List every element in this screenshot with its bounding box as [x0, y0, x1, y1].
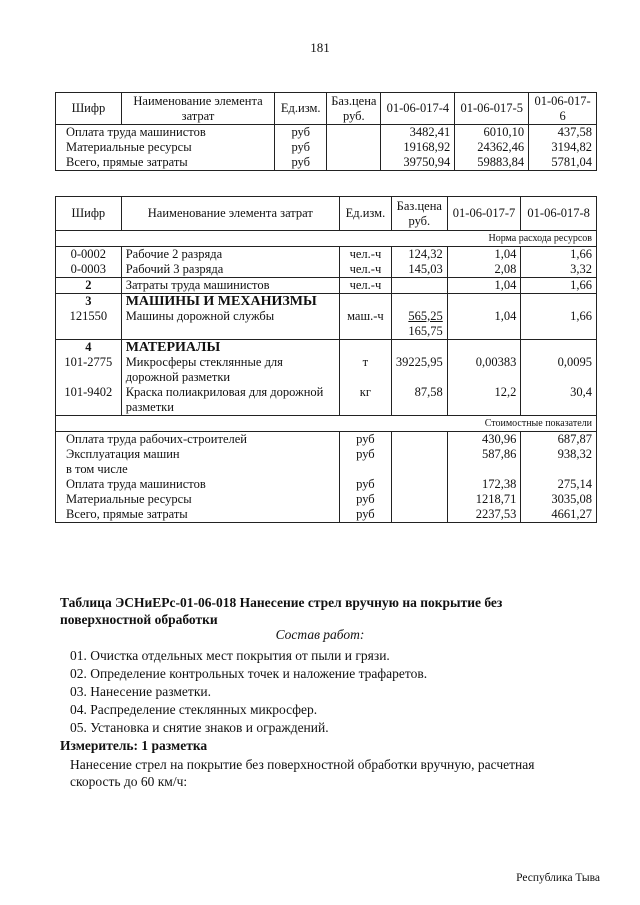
table-row: 0-0003 Рабочий 3 разряда чел.-ч 145,03 2,08 3,32 [56, 262, 597, 278]
header-unit: Ед.изм. [339, 197, 391, 231]
section-row: 4 МАТЕРИАЛЫ [56, 340, 597, 356]
cost-label: Стоимостные показатели [56, 416, 597, 432]
table-row: Эксплуатация машин руб 587,86 938,32 [56, 447, 597, 462]
section-row: 3 МАШИНЫ И МЕХАНИЗМЫ [56, 294, 597, 310]
page-number: 181 [310, 40, 330, 55]
description: Нанесение стрел на покрытие без поверхностной обработки вручную, расчетная скорость до 60 км/ч: [70, 757, 535, 789]
table-row: 2 Затраты труда машинистов чел.-ч 1,04 1,66 [56, 278, 597, 294]
table-row: 101-2775 Микросферы стеклянные для дорожной разметки т 39225,95 0,00383 0,0095 [56, 355, 597, 385]
table-row: Материальные ресурсы руб 19168,92 24362,46 3194,82 [56, 140, 597, 155]
norm-label: Норма расхода ресурсов [56, 231, 597, 247]
table-row: в том числе [56, 462, 597, 477]
section-title: Таблица ЭСНиЕРс-01-06-018 Нанесение стрел вручную на покрытие без поверхностной обработки [60, 595, 503, 627]
header-price: Баз.цена руб. [327, 93, 381, 125]
table-row: 101-9402 Краска полиакриловая для дорожной разметки кг 87,58 12,2 30,4 [56, 385, 597, 416]
table-row: Оплата труда машинистов руб 172,38 275,14 [56, 477, 597, 492]
list-item: 05. Установка и снятие знаков и ограждений. [70, 720, 329, 735]
header-col-1: 01-06-017-4 [381, 93, 455, 125]
header-name: Наименование элемента затрат [121, 197, 339, 231]
table-row: Материальные ресурсы руб 1218,71 3035,08 [56, 492, 597, 507]
header-unit: Ед.изм. [275, 93, 327, 125]
table-row: Оплата труда рабочих-строителей руб 430,96 687,87 [56, 432, 597, 448]
table-row: 0-0002 Рабочие 2 разряда чел.-ч 124,32 1,04 1,66 [56, 247, 597, 263]
cost-table-1 [55, 92, 597, 171]
table-row: Всего, прямые затраты руб 2237,53 4661,27 [56, 507, 597, 523]
table-row: Всего, прямые затраты руб 39750,94 59883,84 5781,04 [56, 155, 597, 171]
header-price: Баз.цена руб. [391, 197, 447, 231]
table-row: Оплата труда машинистов руб 3482,41 6010,10 437,58 [56, 125, 597, 141]
header-code: Шифр [56, 197, 122, 231]
resource-table-2 [55, 196, 597, 523]
header-col-2: 01-06-017-5 [455, 93, 529, 125]
list-item: 03. Нанесение разметки. [70, 684, 211, 699]
header-name: Наименование элемента затрат [121, 93, 274, 125]
header-code: Шифр [56, 93, 122, 125]
list-item: 02. Определение контрольных точек и наложение трафаретов. [70, 666, 428, 681]
measure-unit: Измеритель: 1 разметка [60, 738, 208, 753]
header-col-3: 01-06-017-6 [529, 93, 597, 125]
list-item: 01. Очистка отдельных мест покрытия от пыли и грязи. [70, 648, 390, 663]
list-item: 04. Распределение стеклянных микросфер. [70, 702, 318, 717]
header-col-1: 01-06-017-7 [447, 197, 521, 231]
work-list [70, 647, 600, 737]
footer-region: Республика Тыва [516, 872, 600, 884]
header-col-2: 01-06-017-8 [521, 197, 597, 231]
work-composition-title: Состав работ: [275, 627, 365, 642]
table-row: 121550 Машины дорожной службы маш.-ч 565,25 165,75 1,04 1,66 [56, 309, 597, 340]
